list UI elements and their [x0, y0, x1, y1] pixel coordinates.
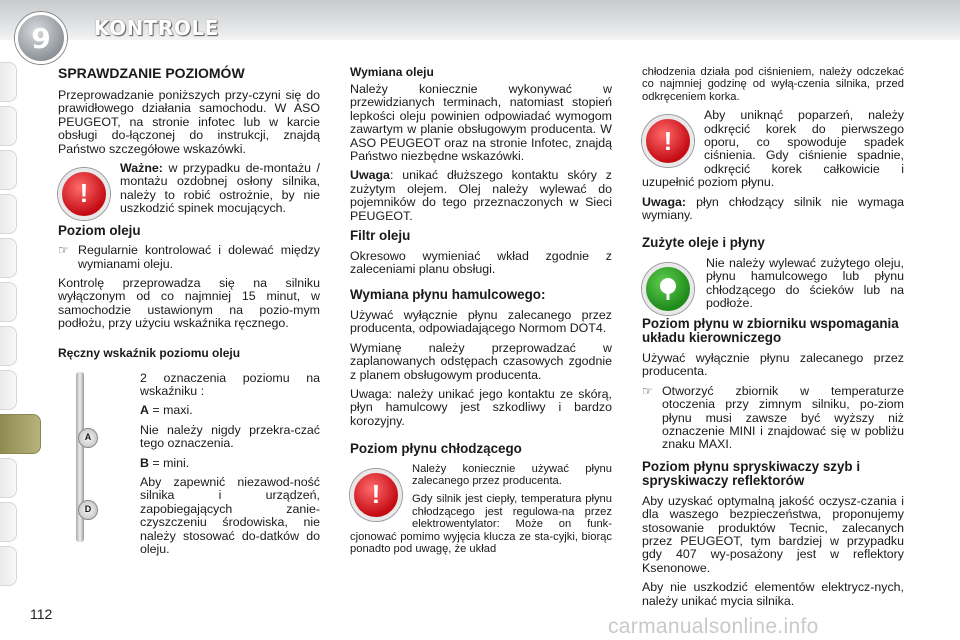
side-tab[interactable] [0, 282, 17, 322]
tree-icon [642, 263, 694, 315]
mark-b-letter: B [140, 455, 149, 470]
washer-fluid-text-2: Aby nie uszkodzić elementów elektrycz-nych, należy unikać mycia silnika. [642, 580, 904, 608]
dipstick-mark-a: A [78, 428, 98, 448]
mark-a-text: = maxi. [152, 403, 193, 418]
mark-a-letter: A [140, 403, 149, 418]
used-fluids-text: Nie należy wylewać zużytego oleju, płynu hamulcowego lub płynu chłodzącego do ścieków lub na podłoże. [706, 255, 904, 311]
coolant-warning-text-1: Należy koniecznie używać płynu zalecanego przez producenta. [412, 462, 612, 488]
side-tab[interactable] [0, 502, 17, 542]
mark-b-text: = mini. [152, 455, 190, 470]
side-tab[interactable] [0, 106, 17, 146]
coolant-warning [350, 463, 612, 556]
oil-filter-text: Okresowo wymieniać wkład zgodnie z zaleceniami planu obsługi. [350, 248, 612, 276]
oil-change-text: Należy koniecznie wykonywać w przewidzianych terminach, natomiast stopień lepkości oleju powinien odpowiadać wymogom zawartym w planie obsługowym producenta. W ASO PEUGEOT oraz na stronie Infotec, znajdą Państwo niezbędne wskazówki. [350, 82, 612, 164]
side-tab[interactable] [0, 326, 17, 366]
oil-check-text: Kontrolę przeprowadza się na silniku wyłączonym od co najmniej 15 minut, w samochodzie ustawionym na pozio-mym podłożu, przy użyciu wskaźnika ręcznego. [58, 275, 320, 331]
intro-text: Przeprowadzanie poniższych przy-czyni się do prawidłowego działania samochodu. W ASO PEUGEOT, na stronie infotec lub w karcie obsługi do-łączonej do instrukcji, znajdą Państwo szczegółowe wskazówki. [58, 88, 320, 156]
note-text: płyn chłodzący silnik nie wymaga wymiany. [642, 194, 904, 223]
coolant-continued-text: chłodzenia działa pod ciśnieniem, należy odczekać co najmniej godzinę od wyłą-czenia silnika, przed odkręceniem korka. [642, 66, 904, 103]
side-tab[interactable] [0, 458, 17, 498]
warning-label: Ważne: [120, 161, 163, 176]
never-exceed-text: Nie należy nigdy przekra-czać tego oznaczenia. [140, 422, 320, 451]
side-tab[interactable] [0, 62, 17, 102]
dipstick-block [58, 372, 320, 557]
warning-block [58, 162, 320, 216]
column-2 [350, 66, 612, 561]
warning-icon: ! [350, 469, 402, 521]
burn-warning-text: Aby uniknąć poparzeń, należy odkręcić korek do pierwszego oporu, co spowoduje spadek ciśnienia. Gdy ciśnienie spadnie, odkręcić korek całkowicie i uzupełnić poziom płynu. [642, 108, 904, 190]
coolant-heading: Poziom płynu chłodzącego [350, 441, 522, 457]
chapter-title: KONTROLE [94, 16, 219, 40]
page-number: 112 [30, 606, 53, 622]
brake-fluid-heading: Wymiana płynu hamulcowego: [350, 287, 546, 303]
dipstick-heading: Ręczny wskaźnik poziomu oleju [58, 345, 241, 360]
dipstick-mark-b: D [78, 500, 98, 520]
steering-bullet-text: Otworzyć zbiornik w temperaturze otoczenia przy zimnym silniku, po-ziom płynu musi zawsze być wyższy niż oznaczenie MINI i znajdować się w pobliżu znaku MAXI. [662, 383, 904, 452]
oil-level-heading: Poziom oleju [58, 222, 141, 238]
brake-fluid-text-1: Używać wyłącznie płynu zalecanego przez producenta, odpowiadającego Normom DOT4. [350, 307, 612, 336]
burn-warning [642, 109, 904, 189]
used-fluids-heading: Zużyte oleje i płyny [642, 235, 765, 251]
brake-fluid-text-3: Uwaga: należy unikać jego kontaktu ze skórą, płyn hamulcowy jest szkodliwy i bardzo korozyjny. [350, 386, 612, 428]
oil-change-heading: Wymiana oleju [350, 65, 434, 79]
warning-icon: ! [58, 168, 110, 220]
warning-text: w przypadku de-montażu / montażu ozdobnej osłony silnika, należy to robić ostrożnie, by nie uszkodzić spinek mocujących. [120, 161, 320, 216]
steering-fluid-heading: Poziom płynu w zbiorniku wspomagania układu kierowniczego [642, 315, 899, 346]
oil-bullet-text: Regularnie kontrolować i dolewać między wymianami oleju. [78, 243, 320, 271]
column-1 [58, 66, 320, 562]
washer-fluid-text-1: Aby uzyskać optymalną jakość oczysz-czania i dla waszego bezpieczeństwa, proponujemy stosowanie produktów Tecnic, zalecanych przez PEUGEOT, tym bardziej w przypadku gdy 407 wy-posażony jest w reflektory Ksenonowe. [642, 493, 904, 575]
column-3 [642, 66, 904, 614]
side-tab-active[interactable] [0, 414, 41, 454]
section-title: SPRAWDZANIE POZIOMÓW [58, 65, 245, 81]
washer-fluid-heading: Poziom płynu spryskiwaczy szyb i spryskiwaczy reflektorów [642, 458, 861, 489]
oil-filter-heading: Filtr oleju [350, 228, 411, 244]
pointing-hand-icon: ☞ [58, 243, 69, 258]
dipstick-illustration [58, 372, 128, 542]
environment-block [642, 257, 904, 311]
note-label: Uwaga: [642, 194, 687, 209]
side-tab[interactable] [0, 238, 17, 278]
brake-fluid-text-2: Wymianę należy przeprowadzać w zaplanowanych odstępach czasowych zgodnie z planem obsługowym producenta. [350, 340, 612, 382]
watermark: carmanualsonline.info [608, 615, 819, 638]
chapter-number-badge: 9 [15, 12, 67, 64]
oil-bullet [58, 244, 320, 271]
note-label: Uwaga [350, 168, 390, 183]
side-tab[interactable] [0, 370, 17, 410]
coolant-warning-text-2: Gdy silnik jest ciepły, temperatura płynu chłodzącego jest regulowa-na przez elektrowentylator: Może on funk-cjonować pomimo wyjęcia klucza ze sta-cyjki, biorąc ponadto pod uwagę, że układ [350, 493, 612, 556]
side-tab-strip [0, 62, 18, 590]
warning-icon: ! [642, 115, 694, 167]
note-text: : unikać dłuższego kontaktu skóry z zużytym olejem. Olej należy wylewać do pojemników do tego przeznaczonych w Sieci PEUGEOT. [350, 168, 612, 223]
additives-text: Aby zapewnić niezawod-ność silnika i urządzeń, zapobiegających zanie-czyszczeniu środowiska, nie należy stosować do-datków do oleju. [140, 475, 320, 557]
side-tab[interactable] [0, 194, 17, 234]
side-tab[interactable] [0, 546, 17, 586]
dipstick-marks-text: 2 oznaczenia poziomu na wskaźniku : [140, 370, 320, 398]
pointing-hand-icon: ☞ [642, 383, 653, 398]
side-tab[interactable] [0, 150, 17, 190]
steering-fluid-text: Używać wyłącznie płynu zalecanego przez producenta. [642, 350, 904, 379]
steering-bullet [642, 385, 904, 452]
